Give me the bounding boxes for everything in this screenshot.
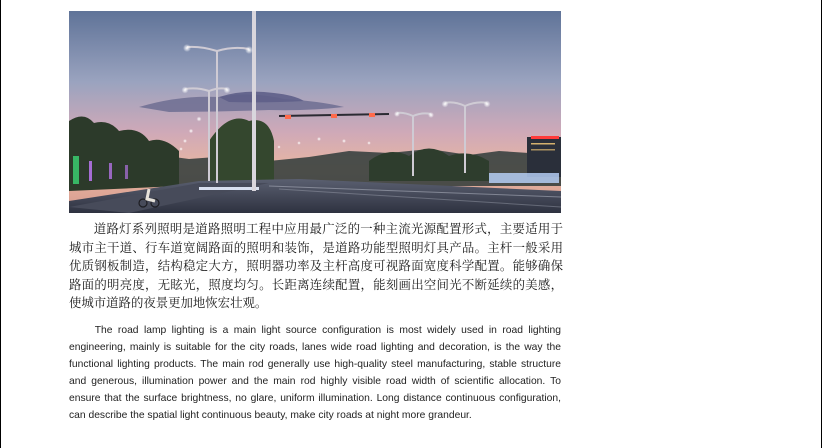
english-description-paragraph: The road lamp lighting is a main light source configuration is most widely used in road lighting engineering, mainly is suitable for the city roads, lanes wide road lighting and decoration, is the way the functional lighting products. The main rod generally use high-quality steel manufacturing, stable structure and generous, illumination power and the main rod highly visible road width of scientific allocation. To ensure that the surface brightness, no glare, uniform illumination. Long distance continuous configuration, can describe the spatial light continuous beauty, make city roads at night more grandeur. [69,325,561,422]
street-lamp-photo [69,11,561,213]
street-lamp-photo-illustration [69,11,561,213]
chinese-description-paragraph: 道路灯系列照明是道路照明工程中应用最广泛的一种主流光源配置形式，主要适用于城市主干道、行车道宽阔路面的照明和装饰，是道路功能型照明灯具产品。主杆一般采用优质钢板制造，结构稳定大方，照明器功率及主杆高度可视路面宽度科学配置。能够确保路面的明亮度，无眩光，照度均匀。长距离连续配置，能刻画出空间光不断延续的美感，使城市道路的夜景更加地恢宏壮观。 [69,221,563,311]
page-border-left [0,0,1,448]
page-border-right [821,0,822,448]
